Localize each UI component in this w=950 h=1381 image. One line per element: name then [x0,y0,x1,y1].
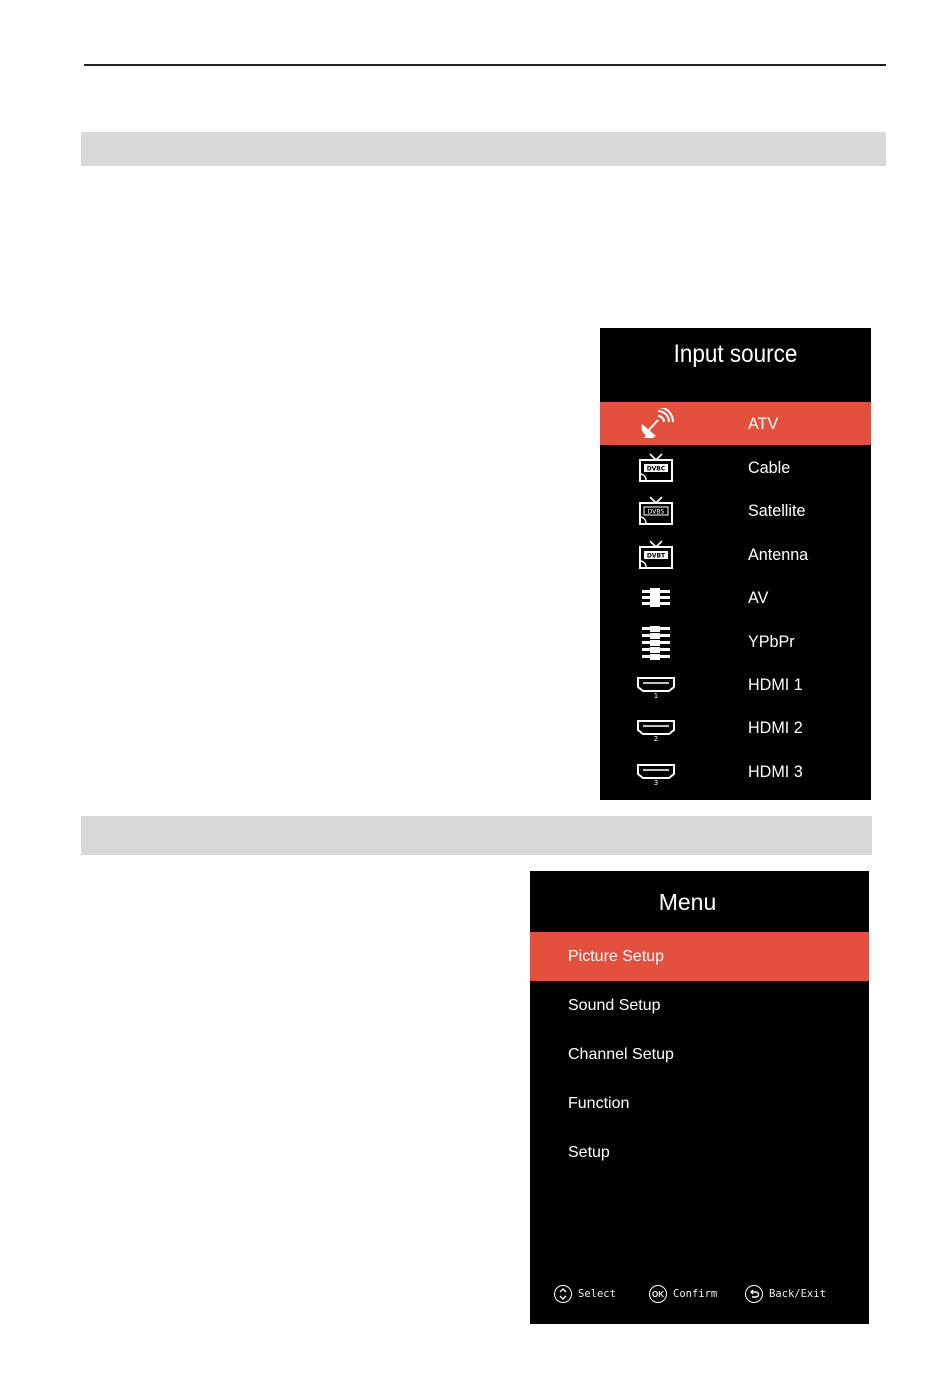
main-menu-panel [530,871,869,1324]
svg-text:DVBT: DVBT [646,552,666,560]
source-label: ATV [748,414,779,433]
hint-back-exit [745,1279,826,1309]
hdmi-port-icon [636,669,676,701]
input-source-panel [600,328,871,800]
source-label: HDMI 1 [748,675,803,694]
input-source-title: Input source [673,340,798,368]
section-header-band [81,132,886,166]
svg-text:3: 3 [653,779,659,787]
tv-dvbc-icon [636,452,676,484]
av-cable-icon [636,582,676,614]
back-arrow-icon [745,1285,763,1303]
hint-label: Confirm [673,1288,718,1300]
updown-nav-icon [554,1285,572,1303]
ok-button-icon: OK [649,1285,667,1303]
menu-item-label: Function [568,1095,630,1112]
source-label: Cable [748,458,791,477]
tv-dvbt-icon [636,539,676,571]
source-label: Satellite [748,501,806,520]
menu-item-picture-setup[interactable] [530,932,869,981]
menu-item-sound-setup[interactable] [530,981,869,1030]
svg-text:DVBC: DVBC [646,465,666,473]
source-item-atv[interactable] [600,402,871,445]
svg-text:1: 1 [653,692,659,700]
menu-item-function[interactable] [530,1079,869,1128]
hint-label: Back/Exit [769,1288,826,1300]
hint-select [554,1279,616,1309]
source-label: HDMI 2 [748,718,803,737]
source-item-hdmi-1[interactable] [600,663,871,706]
source-item-ypbpr[interactable] [600,620,871,663]
source-item-satellite[interactable] [600,489,871,532]
menu-item-label: Channel Setup [568,1046,674,1063]
source-item-av[interactable] [600,576,871,619]
source-label: AV [748,588,769,607]
menu-item-label: Setup [568,1144,610,1161]
hdmi-port-icon [636,712,676,744]
menu-item-label: Sound Setup [568,997,661,1014]
menu-title: Menu [658,889,717,915]
menu-hint-bar [530,1279,869,1309]
source-label: YPbPr [748,632,795,651]
source-item-hdmi-2[interactable] [600,706,871,749]
component-cable-icon [636,626,676,658]
source-label: Antenna [748,545,809,564]
satellite-dish-icon [636,408,676,440]
section-header-band [81,816,872,855]
tv-dvbs-icon [636,495,676,527]
hint-confirm [649,1279,717,1309]
menu-item-channel-setup[interactable] [530,1030,869,1079]
hdmi-port-icon [636,756,676,788]
hint-label: Select [578,1288,616,1300]
menu-item-setup[interactable] [530,1128,869,1177]
page-top-rule [84,64,886,66]
source-item-hdmi-3[interactable] [600,750,871,793]
source-label: HDMI 3 [748,762,803,781]
source-item-cable[interactable] [600,446,871,489]
source-item-antenna[interactable] [600,533,871,576]
svg-text:2: 2 [653,735,659,743]
menu-item-label: Picture Setup [568,948,665,965]
svg-text:DVBS: DVBS [647,508,665,516]
